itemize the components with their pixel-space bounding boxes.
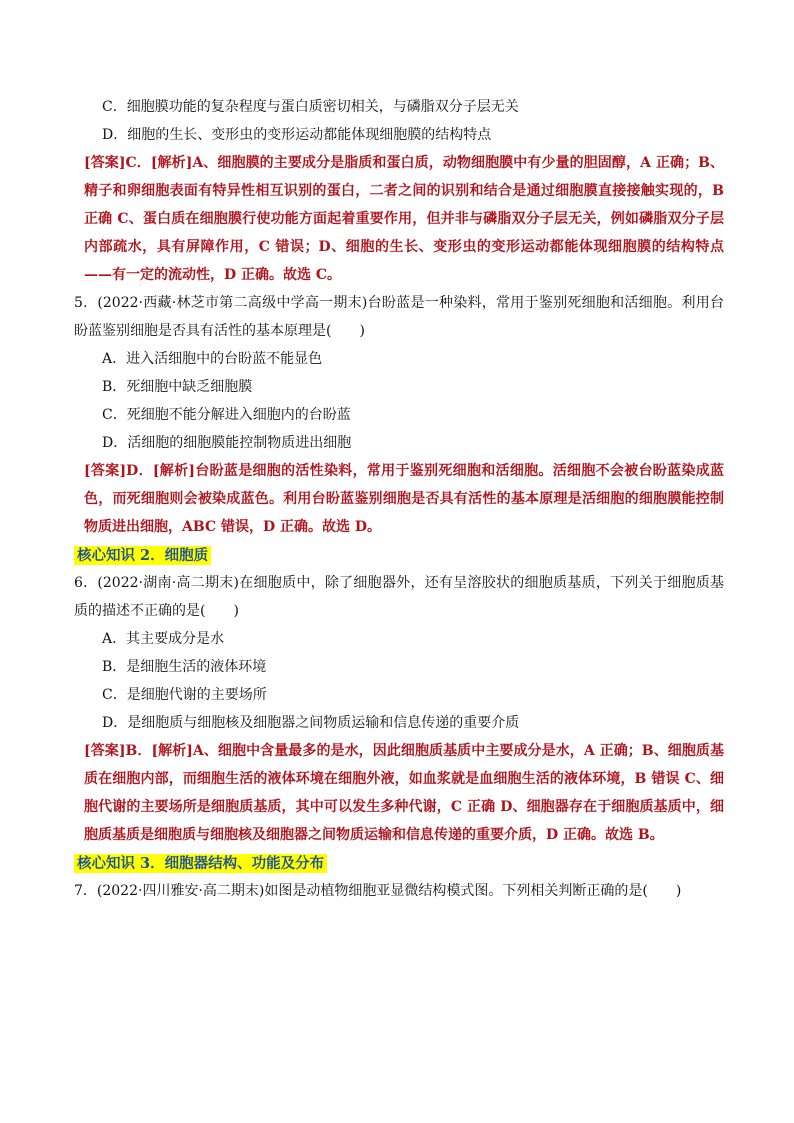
q6-option-c: C．是细胞代谢的主要场所 [102, 687, 267, 703]
q5-option-d: D．活细胞的细胞膜能控制物质进出细胞 [102, 435, 352, 451]
q5-option-b: B．死细胞中缺乏细胞膜 [102, 379, 253, 395]
q6-option-a: A．其主要成分是水 [102, 631, 225, 647]
document-page [74, 93, 724, 905]
q5-option-a: A．进入活细胞中的台盼蓝不能显色 [102, 351, 323, 367]
q4-answer: [答案]C．[解析]A、细胞膜的主要成分是脂质和蛋白质，动物细胞膜中有少量的胆固醇，A 正确；B、精子和卵细胞表面有特异性相互识别的蛋白，二者之间的识别和结合是通过细胞膜直接接触实现的，B 正确 C、蛋白质在细胞膜行使功能方面起着重要作用，但并非与磷脂双分子层无关，例如磷脂双分子层内部疏水，具有屏障作用，C 错误；D、细胞的生长、变形虫的变形运动都能体现细胞膜的结构特点——有一定的流动性，D 正确。故选 C。 [84, 155, 724, 283]
section-heading-3-label: 核心知识 3．细胞器结构、功能及分布 [74, 854, 327, 873]
section-heading-3 [74, 852, 724, 874]
q6-option-d: D．是细胞质与细胞核及细胞器之间物质运输和信息传递的重要介质 [102, 715, 520, 731]
q5-answer: [答案]D．[解析]台盼蓝是细胞的活性染料，常用于鉴别死细胞和活细胞。活细胞不会被台盼蓝染成蓝色，而死细胞则会被染成蓝色。利用台盼蓝鉴别细胞是否具有活性的基本原理是活细胞的细胞膜能控制物质进出细胞，ABC 错误，D 正确。故选 D。 [84, 463, 724, 535]
section-heading-2-label: 核心知识 2．细胞质 [74, 546, 211, 565]
q7-stem: 7．(2022·四川雅安·高二期末)如图是动植物细胞亚显微结构模式图。下列相关判断正确的是( ) [74, 883, 682, 899]
q5-stem: 5．(2022·西藏·林芝市第二高级中学高一期末)台盼蓝是一种染料，常用于鉴别死细胞和活细胞。利用台盼蓝鉴别细胞是否具有活性的基本原理是( ) [74, 295, 724, 339]
q4-option-c: C．细胞膜功能的复杂程度与蛋白质密切相关，与磷脂双分子层无关 [102, 99, 519, 115]
q4-option-d: D．细胞的生长、变形虫的变形运动都能体现细胞膜的结构特点 [102, 127, 492, 143]
q6-answer: [答案]B．[解析]A、细胞中含量最多的是水，因此细胞质基质中主要成分是水，A 正确；B、细胞质基质在细胞内部，而细胞生活的液体环境在细胞外液，如血浆就是血细胞生活的液体环境，B 错误 C、细胞代谢的主要场所是细胞质基质，其中可以发生多种代谢，C 正确 D、细胞器存在于细胞质基质中，细胞质基质是细胞质与细胞核及细胞器之间物质运输和信息传递的重要介质，D 正确。故选 B。 [84, 743, 724, 843]
q6-stem: 6．(2022·湖南·高二期末)在细胞质中，除了细胞器外，还有呈溶胶状的细胞质基质，下列关于细胞质基质的描述不正确的是( ) [74, 575, 724, 619]
section-heading-2 [74, 544, 724, 566]
q6-option-b: B．是细胞生活的液体环境 [102, 659, 267, 675]
q5-option-c: C．死细胞不能分解进入细胞内的台盼蓝 [102, 407, 351, 423]
